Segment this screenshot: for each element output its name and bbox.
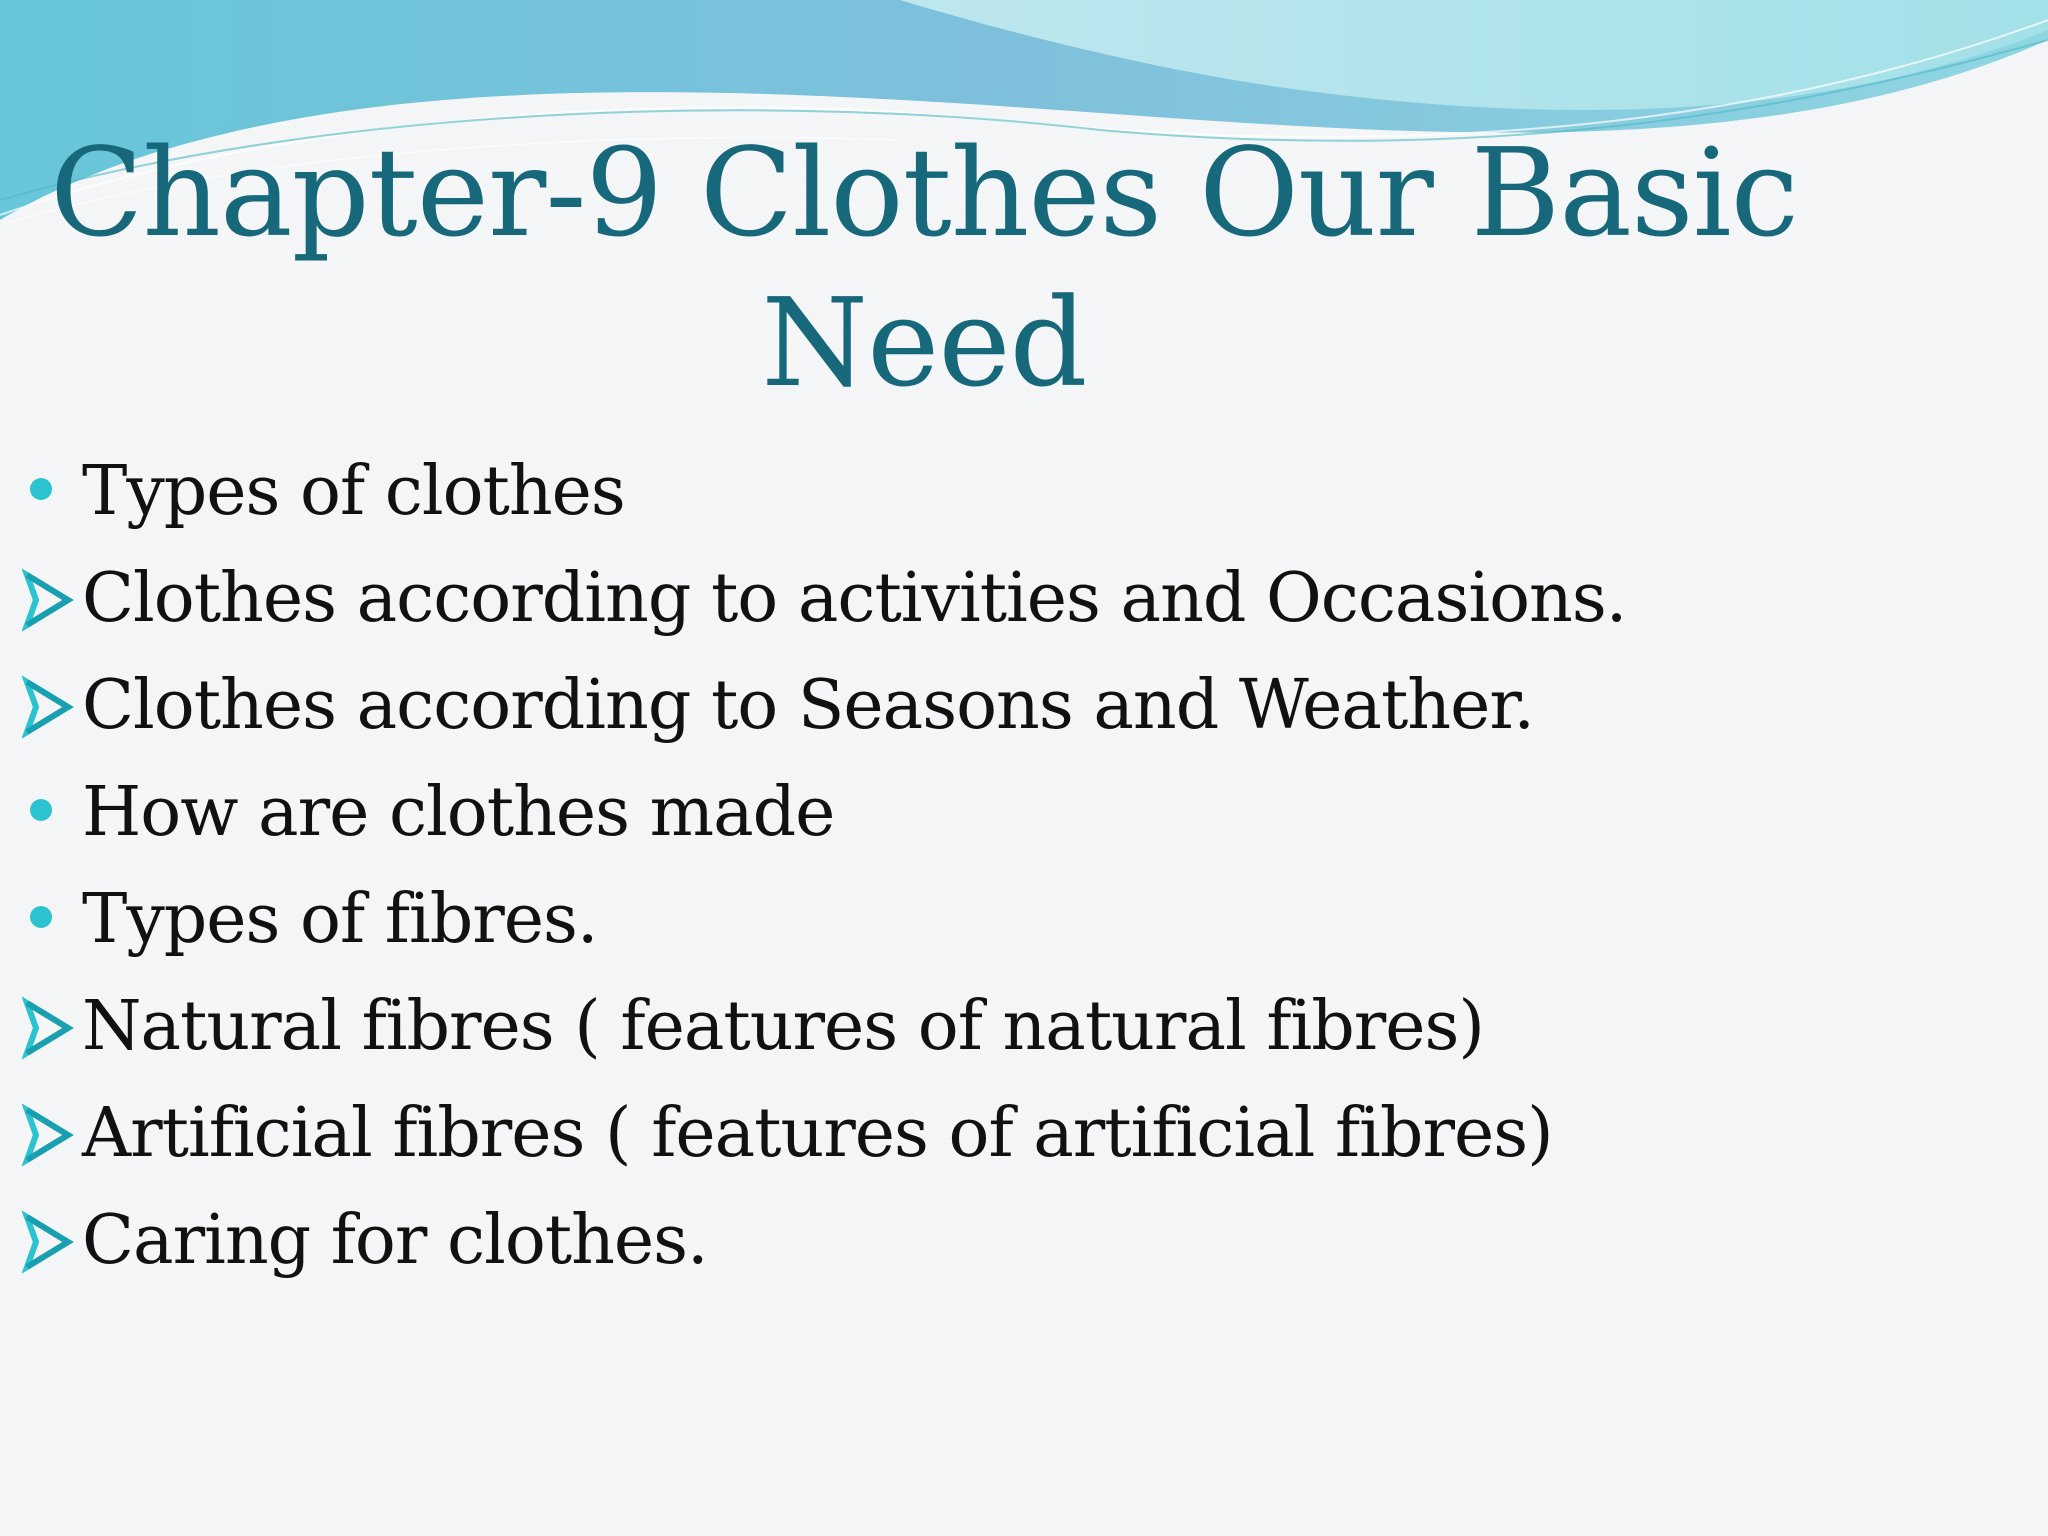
slide-title: Chapter-9 Clothes Our Basic Need	[50, 122, 1798, 414]
bullet-list	[0, 438, 2000, 1294]
arrow-bullet-icon	[22, 1187, 74, 1294]
list-item-text: Clothes according to activities and Occasions.	[82, 559, 1627, 638]
list-item	[0, 866, 2000, 973]
list-item	[0, 1080, 2000, 1187]
dot-bullet-icon	[22, 866, 74, 973]
arrow-bullet-icon	[22, 973, 74, 1080]
dot-bullet-icon	[22, 438, 74, 545]
list-item-text: How are clothes made	[82, 773, 835, 852]
list-item-text: Types of fibres.	[82, 880, 598, 959]
arrow-bullet-icon	[22, 1080, 74, 1187]
dot-bullet-icon	[22, 759, 74, 866]
list-item-text: Natural fibres ( features of natural fibres)	[82, 987, 1484, 1066]
list-item	[0, 652, 2000, 759]
list-item-text: Clothes according to Seasons and Weather.	[82, 666, 1534, 745]
list-item-text: Types of clothes	[82, 452, 625, 531]
list-item	[0, 973, 2000, 1080]
list-item	[0, 759, 2000, 866]
list-item	[0, 1187, 2000, 1294]
arrow-bullet-icon	[22, 652, 74, 759]
list-item	[0, 545, 2000, 652]
arrow-bullet-icon	[22, 545, 74, 652]
list-item-text: Artificial fibres ( features of artificial fibres)	[82, 1094, 1553, 1173]
list-item	[0, 438, 2000, 545]
list-item-text: Caring for clothes.	[82, 1201, 708, 1280]
